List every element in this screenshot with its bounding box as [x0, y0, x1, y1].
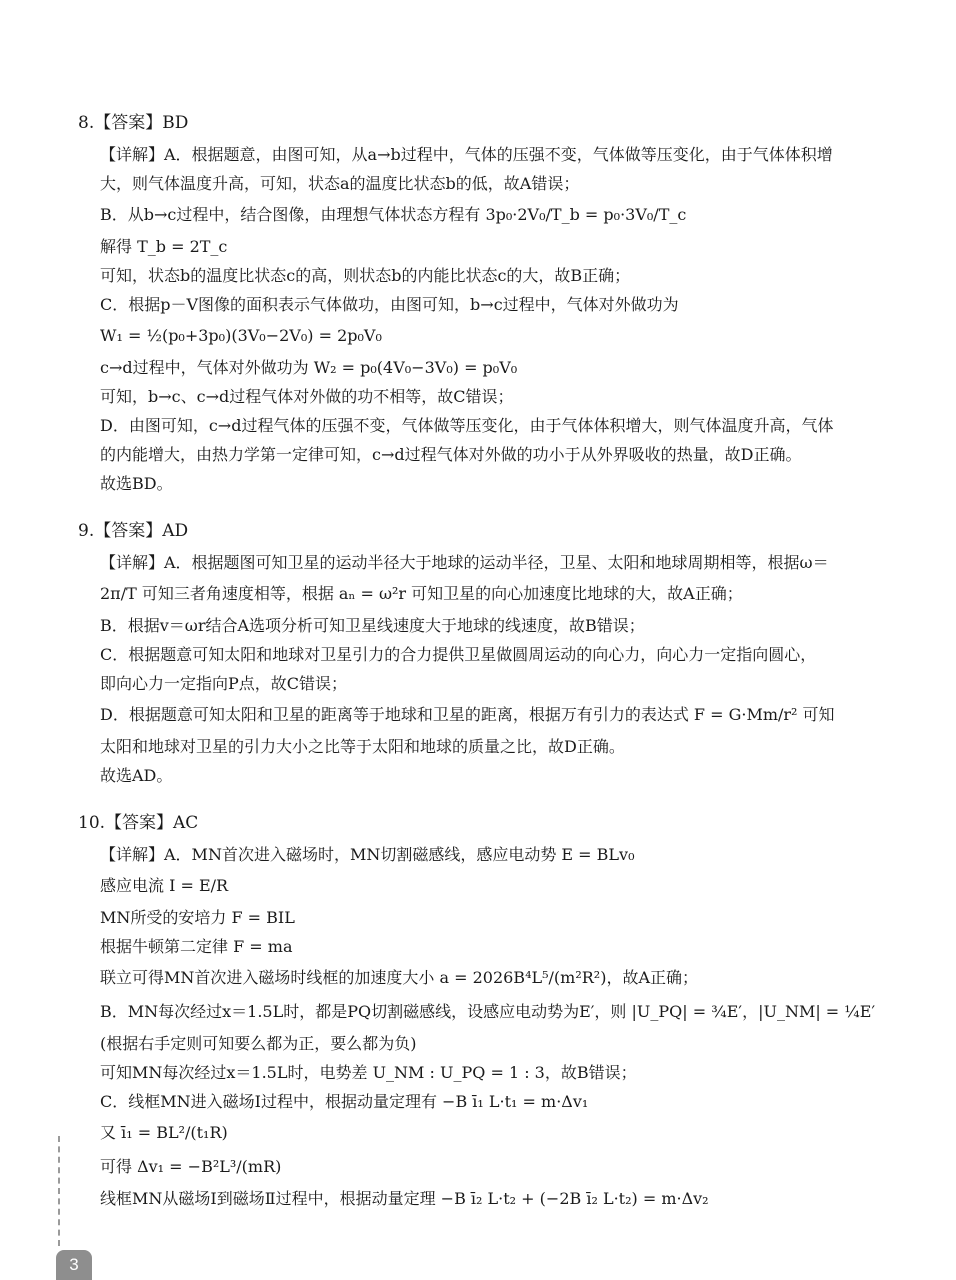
conclusion-line: 故选AD。	[100, 766, 173, 785]
formula-line: 联立可得MN首次进入磁场时线框的加速度大小 a = 2026B⁴L⁵/(m²R²)，故A正确；	[100, 968, 698, 987]
explanation-line: D．由图可知，c→d过程气体的压强不变，气体做等压变化，由于气体体积增大，则气体温度升高，气体	[100, 416, 834, 435]
explanation-line: B．根据v＝ωr结合A选项分析可知卫星线速度大于地球的线速度，故B错误；	[100, 616, 645, 635]
formula-line: 线框MN从磁场Ⅰ到磁场Ⅱ过程中，根据动量定理 −B ī₂ L·t₂ + (−2B ī₂ L·t₂) = m·Δv₂	[100, 1189, 709, 1208]
explanation-line: 大，则气体温度升高，可知，状态a的温度比状态b的低，故A错误；	[100, 174, 580, 193]
binding-dashed-line	[58, 1136, 60, 1246]
formula-line: D．根据题意可知太阳和卫星的距离等于地球和卫星的距离，根据万有引力的表达式 F = G·Mm/r² 可知	[100, 705, 835, 724]
page-number-tab: 3	[56, 1250, 92, 1280]
answer-header: 10.【答案】AC	[78, 813, 199, 833]
explanation-line: C．根据题意可知太阳和地球对卫星引力的合力提供卫星做圆周运动的向心力，向心力一定指向圆心，	[100, 645, 817, 664]
formula-line: W₁ = ½(p₀+3p₀)(3V₀−2V₀) = 2p₀V₀	[100, 326, 382, 345]
explanation-line: 太阳和地球对卫星的引力大小之比等于太阳和地球的质量之比，故D正确。	[100, 737, 625, 756]
explanation-line: 可知，状态b的温度比状态c的高，则状态b的内能比状态c的大，故B正确；	[100, 266, 631, 285]
formula-line: 可知MN每次经过x＝1.5L时，电势差 U_NM : U_PQ = 1 : 3，故B错误；	[100, 1063, 637, 1082]
explanation-line: 可知，b→c、c→d过程气体对外做的功不相等，故C错误；	[100, 387, 514, 406]
explanation-line: 【详解】A．根据题图可知卫星的运动半径大于地球的运动半径，卫星、太阳和地球周期相等，根据ω＝	[100, 553, 829, 572]
formula-line: 解得 T_b = 2T_c	[100, 237, 228, 256]
formula-line: C．线框MN进入磁场Ⅰ过程中，根据动量定理有 −B ī₁ L·t₁ = m·Δv₁	[100, 1092, 589, 1111]
answer-header: 8.【答案】BD	[78, 113, 189, 133]
formula-line: 【详解】A．MN首次进入磁场时，MN切割磁感线，感应电动势 E = BLv₀	[100, 845, 635, 864]
formula-line: c→d过程中，气体对外做功为 W₂ = p₀(4V₀−3V₀) = p₀V₀	[100, 358, 518, 377]
conclusion-line: 故选BD。	[100, 474, 173, 493]
explanation-line: 即向心力一定指向P点，故C错误；	[100, 674, 348, 693]
explanation-line: 的内能增大，由热力学第一定律可知，c→d过程气体对外做的功小于从外界吸收的热量，故D正确。	[100, 445, 802, 464]
formula-line: B．MN每次经过x＝1.5L时，都是PQ切割磁感线，设感应电动势为E′，则 |U_PQ| = ¾E′，|U_NM| = ¼E′	[100, 1002, 876, 1021]
formula-line: 感应电流 I = E/R	[100, 876, 229, 895]
formula-line: 可得 Δv₁ = −B²L³/(mR)	[100, 1157, 282, 1176]
formula-line: MN所受的安培力 F = BIL	[100, 908, 295, 927]
answer-content	[78, 110, 890, 1233]
formula-line: 2π/T 可知三者角速度相等，根据 aₙ = ω²r 可知卫星的向心加速度比地球的大，故A正确；	[100, 584, 743, 603]
question-9	[78, 518, 890, 790]
answer-header: 9.【答案】AD	[78, 521, 189, 541]
question-8	[78, 110, 890, 498]
formula-line: 又 ī₁ = BL²/(t₁R)	[100, 1123, 228, 1142]
question-10	[78, 810, 890, 1213]
explanation-line: (根据右手定则可知要么都为正，要么都为负)	[100, 1034, 417, 1053]
formula-line: B．从b→c过程中，结合图像，由理想气体状态方程有 3p₀·2V₀/T_b = p₀·3V₀/T_c	[100, 205, 687, 224]
formula-line: 根据牛顿第二定律 F = ma	[100, 937, 293, 956]
explanation-line: 【详解】A．根据题意，由图可知，从a→b过程中，气体的压强不变，气体做等压变化，由于气体体积增	[100, 145, 833, 164]
explanation-line: C．根据p－V图像的面积表示气体做功，由图可知，b→c过程中，气体对外做功为	[100, 295, 679, 314]
